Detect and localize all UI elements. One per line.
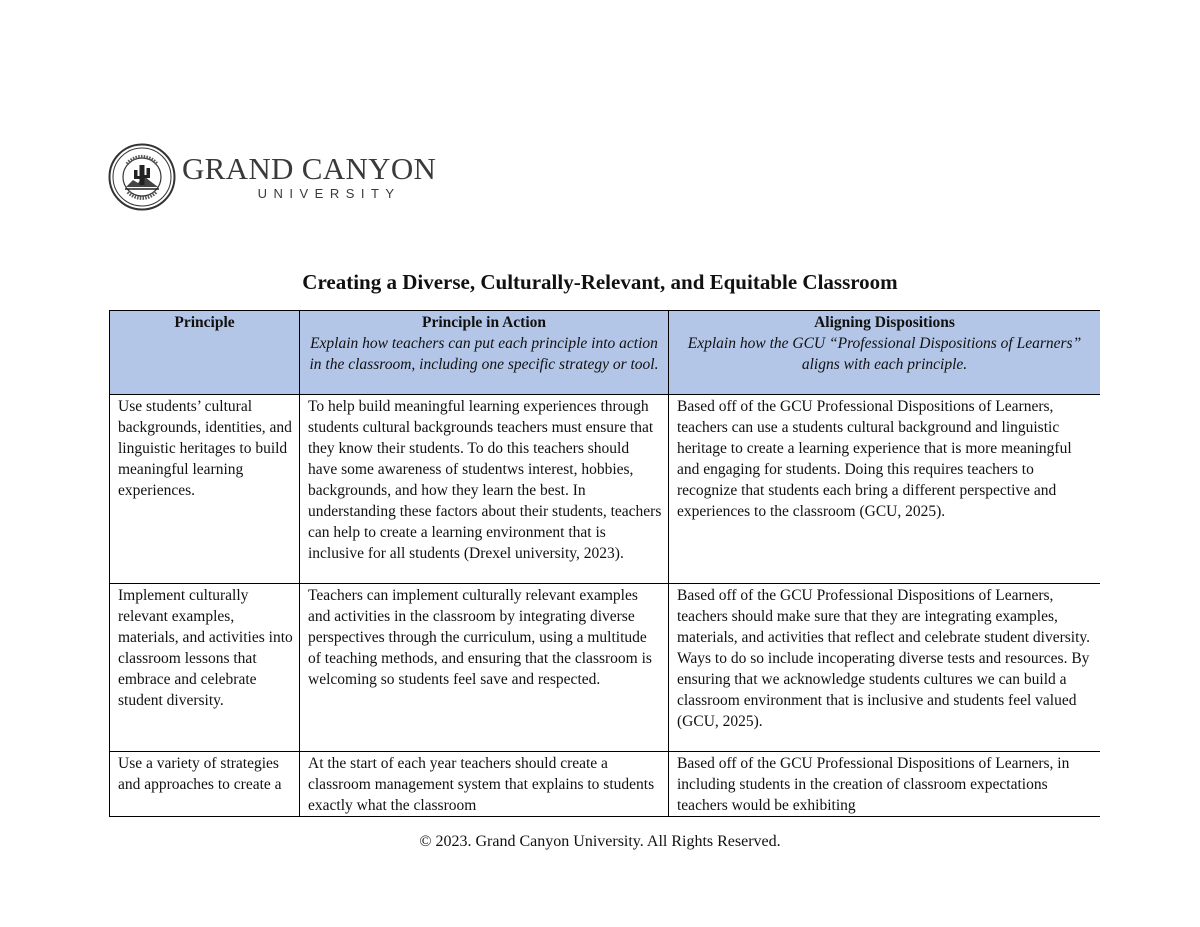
cell-dispositions: Based off of the GCU Professional Dispositions of Learners, teachers can use a students cultural background and linguistic heritage to create a learning experience that is more meaningful and engaging for students. Doing this requires teachers to recognize that students each bring a different perspective and experiences to the classroom (GCU, 2025). bbox=[669, 395, 1101, 584]
cell-action: At the start of each year teachers should create a classroom management system that explains to students exactly what the classroom bbox=[300, 752, 669, 817]
header-action-description: Explain how teachers can put each principle into action in the classroom, including one specific strategy or tool. bbox=[309, 335, 659, 373]
wordmark-subtitle: UNIVERSITY bbox=[257, 185, 401, 201]
wordmark-name: GRAND CANYON bbox=[182, 150, 437, 186]
header-principle-in-action bbox=[300, 311, 669, 395]
university-logo bbox=[108, 143, 436, 211]
cell-principle: Use a variety of strategies and approaches to create a bbox=[110, 752, 300, 817]
table-row bbox=[110, 752, 1101, 817]
cell-principle: Implement culturally relevant examples, materials, and activities into classroom lessons that embrace and celebrate student diversity. bbox=[110, 584, 300, 752]
principles-table bbox=[109, 310, 1100, 817]
header-principle-label: Principle bbox=[174, 314, 235, 331]
university-wordmark bbox=[182, 150, 437, 202]
header-action-label: Principle in Action bbox=[422, 314, 546, 331]
principles-table-container bbox=[109, 310, 1100, 817]
header-dispositions-description: Explain how the GCU “Professional Dispositions of Learners” aligns with each principle. bbox=[687, 335, 1082, 373]
cell-principle: Use students’ cultural backgrounds, identities, and linguistic heritages to build meaningful learning experiences. bbox=[110, 395, 300, 584]
copyright-footer: © 2023. Grand Canyon University. All Rights Reserved. bbox=[419, 833, 781, 850]
document-title: Creating a Diverse, Culturally-Relevant, and Equitable Classroom bbox=[302, 270, 898, 294]
cell-action: Teachers can implement culturally relevant examples and activities in the classroom by integrating diverse perspectives through the curriculum, using a multitude of teaching methods, and ensuring that the classroom is welcoming so students feel save and respected. bbox=[300, 584, 669, 752]
table-row bbox=[110, 584, 1101, 752]
cell-dispositions: Based off of the GCU Professional Dispositions of Learners, in including students in the creation of classroom expectations teachers would be exhibiting bbox=[669, 752, 1101, 817]
cell-dispositions: Based off of the GCU Professional Dispositions of Learners, teachers should make sure that they are integrating examples, materials, and activities that reflect and celebrate student diversity. Ways to do so include incoperating diverse tests and resources. By ensuring that we acknowledge students cultures we can build a classroom environment that is inclusive and students feel valued (GCU, 2025). bbox=[669, 584, 1101, 752]
header-dispositions-label: Aligning Dispositions bbox=[814, 314, 955, 331]
header-aligning-dispositions bbox=[669, 311, 1101, 395]
university-seal-icon bbox=[108, 143, 176, 211]
header-principle bbox=[110, 311, 300, 395]
cell-action: To help build meaningful learning experiences through students cultural backgrounds teachers must ensure that they know their students. To do this teachers should have some awareness of studentws interest, hobbies, backgrounds, and how they learn the best. In understanding these factors about their students, teachers can help to create a learning environment that is inclusive for all students (Drexel university, 2023). bbox=[300, 395, 669, 584]
table-row bbox=[110, 395, 1101, 584]
table-header-row bbox=[110, 311, 1101, 395]
